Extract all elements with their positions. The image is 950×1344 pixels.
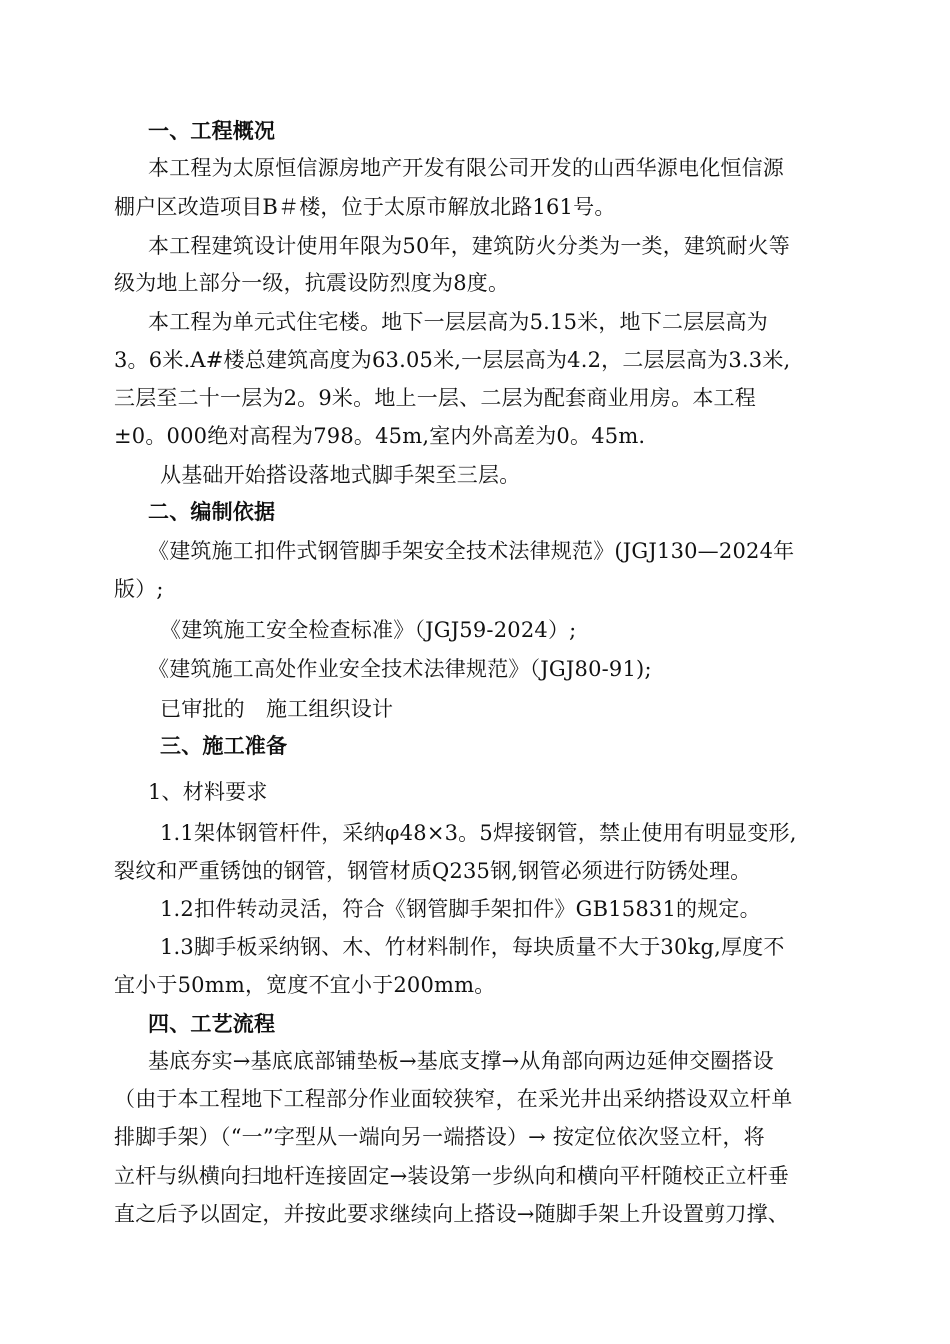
paragraph-line: 棚户区改造项目B＃楼，位于太原市解放北路161号。 xyxy=(114,195,616,219)
paragraph-line: ±0。000绝对高程为798。45m,室内外高差为0。45m. xyxy=(114,424,646,448)
paragraph-line: （由于本工程地下工程部分作业面较狭窄，在采光井出采纳搭设双立杆单 xyxy=(114,1087,793,1111)
paragraph-line: 1.2扣件转动灵活，符合《钢管脚手架扣件》GB15831的规定。 xyxy=(160,897,761,921)
paragraph-line: 直之后予以固定，并按此要求继续向上搭设→随脚手架上升设置剪刀撑、 xyxy=(114,1202,789,1226)
paragraph-line: 本工程为单元式住宅楼。地下一层层高为5.15米，地下二层层高为 xyxy=(148,310,768,334)
paragraph-line: 本工程为太原恒信源房地产开发有限公司开发的山西华源电化恒信源 xyxy=(148,156,784,180)
section-heading-basis: 二、编制依据 xyxy=(148,500,276,524)
reference-line: 已审批的 施工组织设计 xyxy=(160,697,394,721)
paragraph-line: 裂纹和严重锈蚀的钢管，钢管材质Q235钢,钢管必须进行防锈处理。 xyxy=(114,859,752,883)
paragraph-line: 1.1架体钢管杆件，采纳φ48×3。5焊接钢管，禁止使用有明显变形, xyxy=(160,821,797,845)
paragraph-line: 排脚手架）（“一”字型从一端向另一端搭设）→ 按定位依次竖立杆，将 xyxy=(114,1125,765,1149)
paragraph-line: 从基础开始搭设落地式脚手架至三层。 xyxy=(160,463,521,487)
reference-line: 《建筑施工高处作业安全技术法律规范》（JGJ80-91); xyxy=(148,657,652,681)
paragraph-line: 立杆与纵横向扫地杆连接固定→装设第一步纵向和横向平杆随校正立杆垂 xyxy=(114,1164,789,1188)
subheading-line: 1、材料要求 xyxy=(148,780,268,804)
section-heading-overview: 一、工程概况 xyxy=(148,119,276,143)
paragraph-line: 三层至二十一层为2。9米。地上一层、二层为配套商业用房。本工程 xyxy=(114,386,756,410)
paragraph-line: 级为地上部分一级，抗震设防烈度为8度。 xyxy=(114,271,510,295)
paragraph-line: 3。6米.A#楼总建筑高度为63.05米,一层层高为4.2，二层层高为3.3米, xyxy=(114,348,791,372)
section-heading-preparation: 三、施工准备 xyxy=(160,734,288,758)
paragraph-line: 1.3脚手板采纳钢、木、竹材料制作，每块质量不大于30kg,厚度不 xyxy=(160,935,785,959)
paragraph-line: 基底夯实→基底底部铺垫板→基底支撑→从角部向两边延伸交圈搭设 xyxy=(148,1049,774,1073)
section-heading-process: 四、工艺流程 xyxy=(148,1012,276,1036)
reference-line: 版）; xyxy=(114,577,164,601)
paragraph-line: 宜小于50mm，宽度不宜小于200mm。 xyxy=(114,973,496,997)
reference-line: 《建筑施工扣件式钢管脚手架安全技术法律规范》(JGJ130—2024年 xyxy=(148,539,795,563)
paragraph-line: 本工程建筑设计使用年限为50年，建筑防火分类为一类，建筑耐火等 xyxy=(148,234,790,258)
reference-line: 《建筑施工安全检查标准》（JGJ59-2024）; xyxy=(160,618,577,642)
